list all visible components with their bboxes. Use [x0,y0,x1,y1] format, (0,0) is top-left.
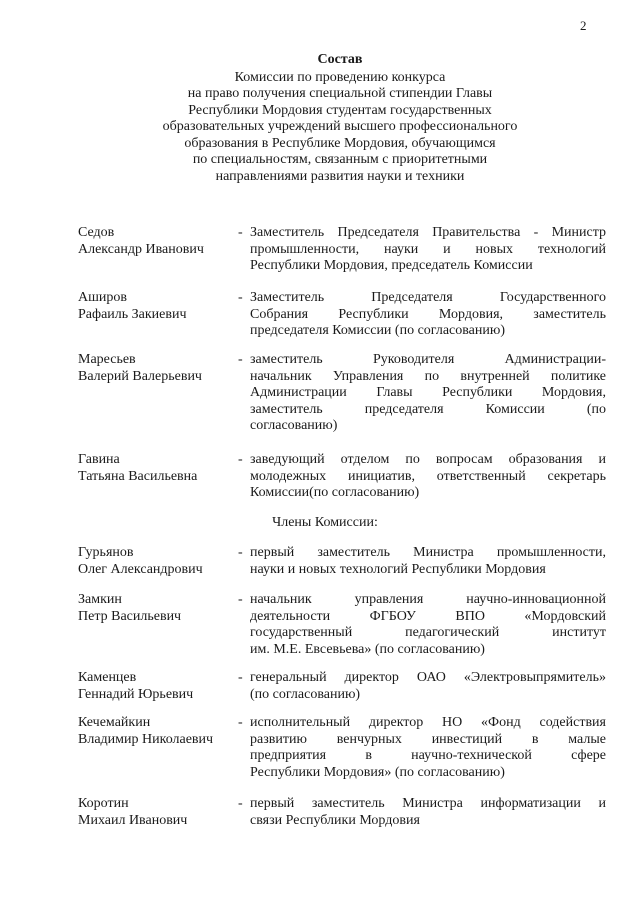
person-name [78,592,238,625]
role-line: председателя Комиссии (по согласованию) [250,323,505,338]
person-name [78,352,238,385]
person-role [250,796,606,829]
page-number: 2 [580,18,587,33]
role-line: исполнительный директор НО «Фонд содействия [250,715,606,730]
surname: Гавина [78,452,120,467]
dash-separator: - [238,715,243,730]
role-line: Республики Мордовия, председатель Комиссии [250,258,533,273]
members-heading: Члены Комиссии: [272,515,378,530]
dash-separator: - [238,670,243,685]
given-names: Александр Иванович [78,241,204,257]
person-role [250,290,606,340]
surname: Седов [78,225,115,240]
person-name [78,796,238,829]
person-role [250,715,606,781]
role-line: им. М.Е. Евсевьева» (по согласованию) [250,641,485,657]
surname: Коротин [78,796,129,811]
role-line: Комиссии(по согласованию) [250,485,420,500]
title-heading: Состав [317,52,363,67]
given-names: Владимир Николаевич [78,731,214,747]
role-line: генеральный директор ОАО «Электровыпрямитель» [250,670,606,685]
given-names: Петр Васильевич [78,608,182,624]
person-name [78,290,238,323]
role-line: начальник Управления по внутренней политике [250,368,606,384]
person-name [78,225,238,258]
dash-separator: - [238,352,243,367]
person-role [250,670,606,703]
person-name [78,715,238,748]
role-line: науки и новых технологий Республики Мордовия [250,561,546,577]
role-line: заместитель Руководителя Администрации- [250,352,606,367]
given-names: Рафаиль Закиевич [78,306,187,322]
role-line: заместитель председателя Комиссии (по [250,401,606,417]
dash-separator: - [238,796,243,811]
role-line: развитию венчурных инвестиций в малые [250,731,606,747]
role-line: Заместитель Председателя Государственного [250,290,606,305]
person-role [250,352,606,435]
role-line: Администрации Главы Республики Мордовия, [250,385,606,400]
person-role [250,452,606,502]
surname: Каменцев [78,670,137,685]
role-line: Республики Мордовия» (по согласованию) [250,764,505,780]
role-line: начальник управления научно-инновационной [250,592,606,607]
dash-separator: - [238,545,243,560]
role-line: предприятия в научно-технической сфере [250,748,606,763]
role-line: промышленности, науки и новых технологий [250,241,606,257]
person-name [78,452,238,485]
document-title [100,52,580,185]
role-line: согласованию) [250,418,338,433]
role-line: государственный педагогический институт [250,625,606,640]
title-line: Республики Мордовия студентам государственных [188,102,492,118]
role-line: первый заместитель Министра информатизации и [250,796,606,811]
person-name [78,670,238,703]
person-name [78,545,238,578]
surname: Замкин [78,592,122,607]
surname: Маресьев [78,352,136,367]
person-role [250,545,606,578]
given-names: Валерий Валерьевич [78,368,202,384]
role-line: (по согласованию) [250,686,361,702]
title-line: образовательных учреждений высшего профессионального [162,119,518,134]
surname: Гурьянов [78,545,134,560]
dash-separator: - [238,452,243,467]
role-line: деятельности ФГБОУ ВПО «Мордовский [250,608,606,624]
role-line: связи Республики Мордовия [250,812,420,828]
given-names: Татьяна Васильевна [78,468,198,484]
title-line: по специальностям, связанным с приоритетными [192,152,488,167]
title-line: образования в Республике Мордовия, обучающимся [184,135,496,151]
role-line: первый заместитель Министра промышленности, [250,545,606,560]
title-line: направлениями развития науки и техники [215,168,465,184]
given-names: Геннадий Юрьевич [78,686,194,702]
surname: Аширов [78,290,127,305]
person-role [250,225,606,275]
given-names: Олег Александрович [78,561,203,577]
role-line: заведующий отделом по вопросам образования и [250,452,606,467]
person-role [250,592,606,658]
dash-separator: - [238,225,243,240]
title-line: Комиссии по проведению конкурса [234,69,446,85]
dash-separator: - [238,290,243,305]
dash-separator: - [238,592,243,607]
role-line: Заместитель Председателя Правительства - Министр [250,225,606,240]
title-line: на право получения специальной стипендии Главы [187,86,493,101]
role-line: Собрания Республики Мордовия, заместитель [250,306,606,322]
given-names: Михаил Иванович [78,812,188,828]
role-line: молодежных инициатив, ответственный секретарь [250,468,606,484]
surname: Кечемайкин [78,715,151,730]
